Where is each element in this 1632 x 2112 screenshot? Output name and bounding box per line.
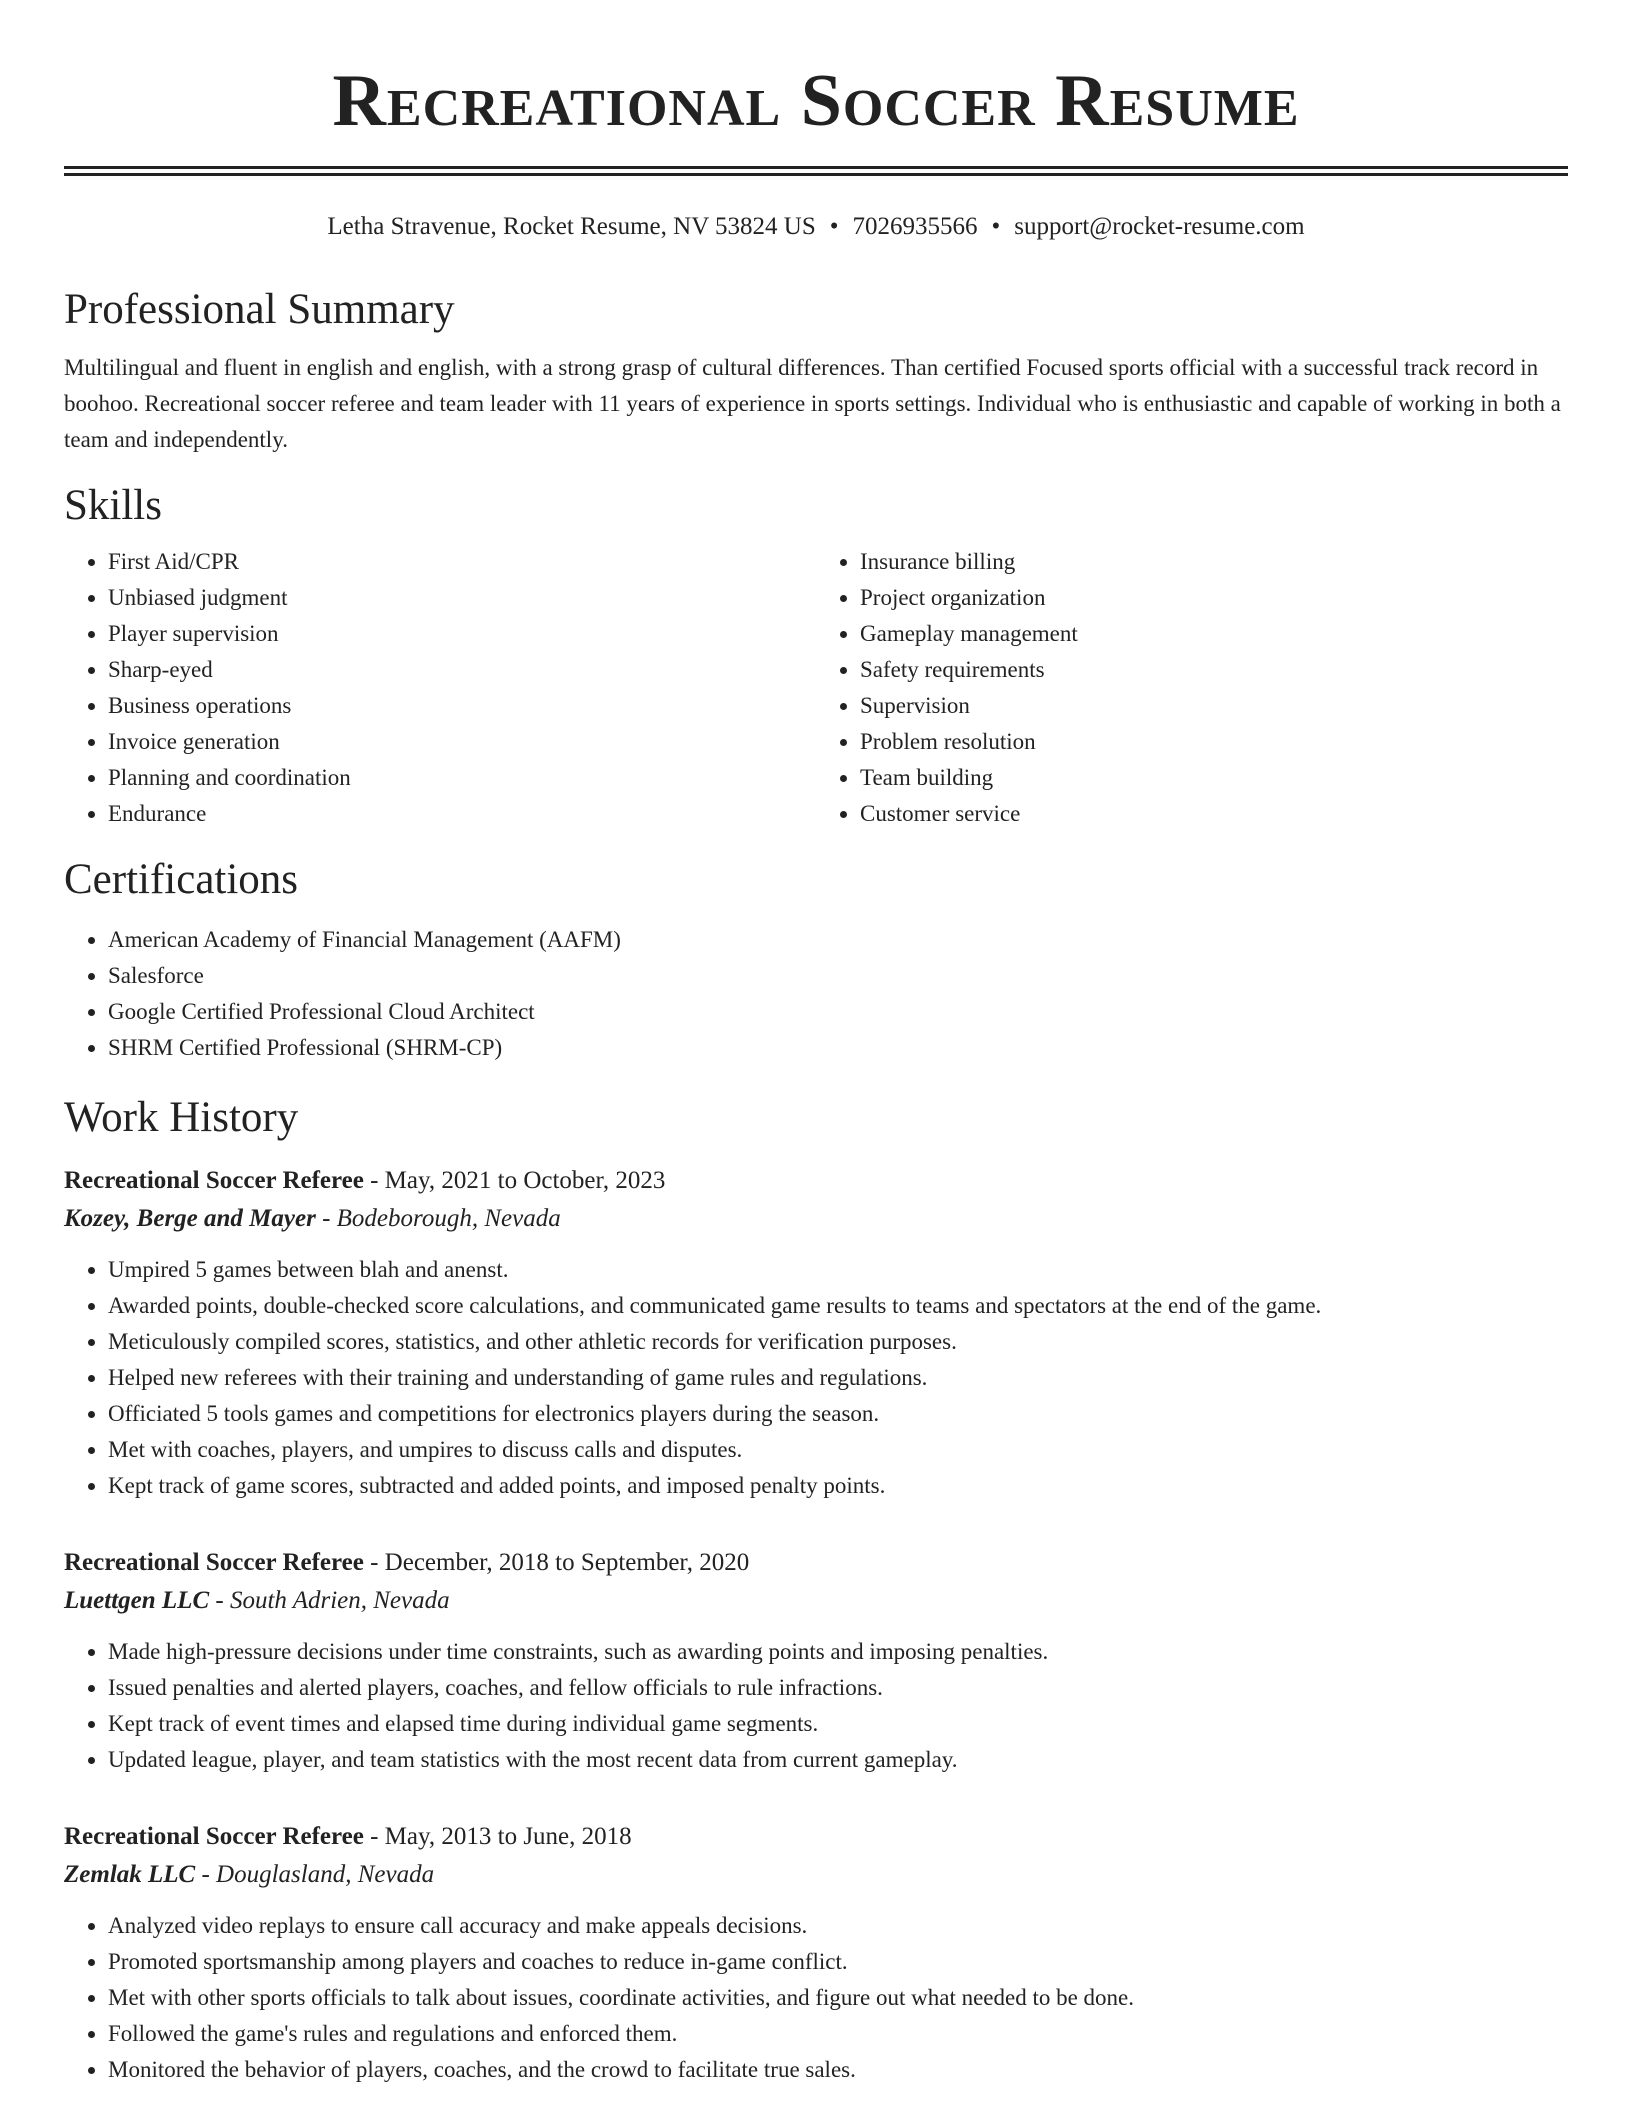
job-title-line: [64, 1544, 1568, 1582]
duty-item: • Met with other sports officials to talk about issues, coordinate activities, and figure out what needed to be done.: [108, 1980, 1568, 2016]
skill-item: • Project organization: [860, 580, 1568, 616]
job-dates: - December, 2018 to September, 2020: [363, 1549, 750, 1576]
skill-item: • Planning and coordination: [108, 760, 816, 796]
company-location: - Douglasland, Nevada: [195, 1861, 435, 1888]
skills-columns: [64, 544, 1568, 832]
certification-item: • Salesforce: [108, 958, 1568, 994]
company-line: [64, 1856, 1568, 1894]
skill-item: • Invoice generation: [108, 724, 816, 760]
company-line: [64, 1200, 1568, 1238]
duty-item: • Meticulously compiled scores, statistics, and other athletic records for verification purposes.: [108, 1324, 1568, 1360]
duties-list: [64, 1634, 1568, 1778]
summary-text: Multilingual and fluent in english and english, with a strong grasp of cultural differences. Than certified Focused sports official with a successful track record in boohoo. Recreational soccer referee and team leader with 11 years of experience in sports settings. Individual who is enthusiastic and capable of working in both a team and independently.: [64, 355, 1561, 452]
contact-separator: •: [829, 213, 839, 240]
skill-item: • Problem resolution: [860, 724, 1568, 760]
job-title: Recreational Soccer Referee: [64, 1549, 364, 1576]
job-entry: [64, 1818, 1568, 2088]
certifications-list: [64, 922, 1568, 1066]
skills-heading: Skills: [64, 482, 162, 529]
skill-item: • Sharp-eyed: [108, 652, 816, 688]
certification-item: • American Academy of Financial Management (AAFM): [108, 922, 1568, 958]
duties-list: [64, 1908, 1568, 2088]
duty-item: • Made high-pressure decisions under time constraints, such as awarding points and imposing penalties.: [108, 1634, 1568, 1670]
company-location: - Bodeborough, Nevada: [315, 1205, 561, 1232]
skill-item: • Endurance: [108, 796, 816, 832]
skill-item: • Player supervision: [108, 616, 816, 652]
duties-list: [64, 1252, 1568, 1504]
duty-item: • Analyzed video replays to ensure call accuracy and make appeals decisions.: [108, 1908, 1568, 1944]
skill-item: • Safety requirements: [860, 652, 1568, 688]
job-title: Recreational Soccer Referee: [64, 1167, 364, 1194]
title-divider: [64, 166, 1568, 176]
duty-item: • Helped new referees with their training and understanding of game rules and regulations.: [108, 1360, 1568, 1396]
work-history-heading: Work History: [64, 1094, 299, 1141]
job-title-line: [64, 1162, 1568, 1200]
duty-item: • Monitored the behavior of players, coaches, and the crowd to facilitate true sales.: [108, 2052, 1568, 2088]
skill-item: • Customer service: [860, 796, 1568, 832]
duty-item: • Updated league, player, and team statistics with the most recent data from current gameplay.: [108, 1742, 1568, 1778]
contact-separator: •: [991, 213, 1001, 240]
skill-item: • Insurance billing: [860, 544, 1568, 580]
duty-item: • Awarded points, double-checked score calculations, and communicated game results to teams and spectators at the end of the game.: [108, 1288, 1568, 1324]
contact-address: Letha Stravenue, Rocket Resume, NV 53824 US: [327, 213, 816, 240]
company-name: Luettgen LLC: [64, 1587, 210, 1614]
skill-item: • Business operations: [108, 688, 816, 724]
skills-list-left: [64, 544, 816, 832]
duty-item: • Officiated 5 tools games and competitions for electronics players during the season.: [108, 1396, 1568, 1432]
company-name: Kozey, Berge and Mayer: [64, 1205, 316, 1232]
certifications-heading: Certifications: [64, 856, 299, 903]
resume-page: [64, 0, 1568, 2088]
company-line: [64, 1582, 1568, 1620]
duty-item: • Met with coaches, players, and umpires to discuss calls and disputes.: [108, 1432, 1568, 1468]
skill-item: • Gameplay management: [860, 616, 1568, 652]
skill-item: • First Aid/CPR: [108, 544, 816, 580]
job-dates: - May, 2013 to June, 2018: [363, 1823, 632, 1850]
resume-title: Recreational Soccer Resume: [332, 60, 1300, 142]
summary-heading: Professional Summary: [64, 286, 455, 333]
skill-item: • Team building: [860, 760, 1568, 796]
duty-item: • Followed the game's rules and regulations and enforced them.: [108, 2016, 1568, 2052]
certification-item: • SHRM Certified Professional (SHRM-CP): [108, 1030, 1568, 1066]
company-location: - South Adrien, Nevada: [209, 1587, 450, 1614]
certification-item: • Google Certified Professional Cloud Architect: [108, 994, 1568, 1030]
duty-item: • Promoted sportsmanship among players and coaches to reduce in-game conflict.: [108, 1944, 1568, 1980]
job-title-line: [64, 1818, 1568, 1856]
company-name: Zemlak LLC: [64, 1861, 196, 1888]
contact-email: support@rocket-resume.com: [1014, 213, 1305, 240]
duty-item: • Kept track of event times and elapsed time during individual game segments.: [108, 1706, 1568, 1742]
contact-phone: 7026935566: [852, 213, 978, 240]
job-entry: [64, 1162, 1568, 1504]
skills-list-right: [816, 544, 1568, 832]
contact-line: [64, 210, 1568, 244]
duty-item: • Kept track of game scores, subtracted and added points, and imposed penalty points.: [108, 1468, 1568, 1504]
duty-item: • Issued penalties and alerted players, coaches, and fellow officials to rule infractions.: [108, 1670, 1568, 1706]
skill-item: • Unbiased judgment: [108, 580, 816, 616]
duty-item: • Umpired 5 games between blah and anenst.: [108, 1252, 1568, 1288]
job-dates: - May, 2021 to October, 2023: [363, 1167, 666, 1194]
job-entry: [64, 1544, 1568, 1778]
job-title: Recreational Soccer Referee: [64, 1823, 364, 1850]
skill-item: • Supervision: [860, 688, 1568, 724]
